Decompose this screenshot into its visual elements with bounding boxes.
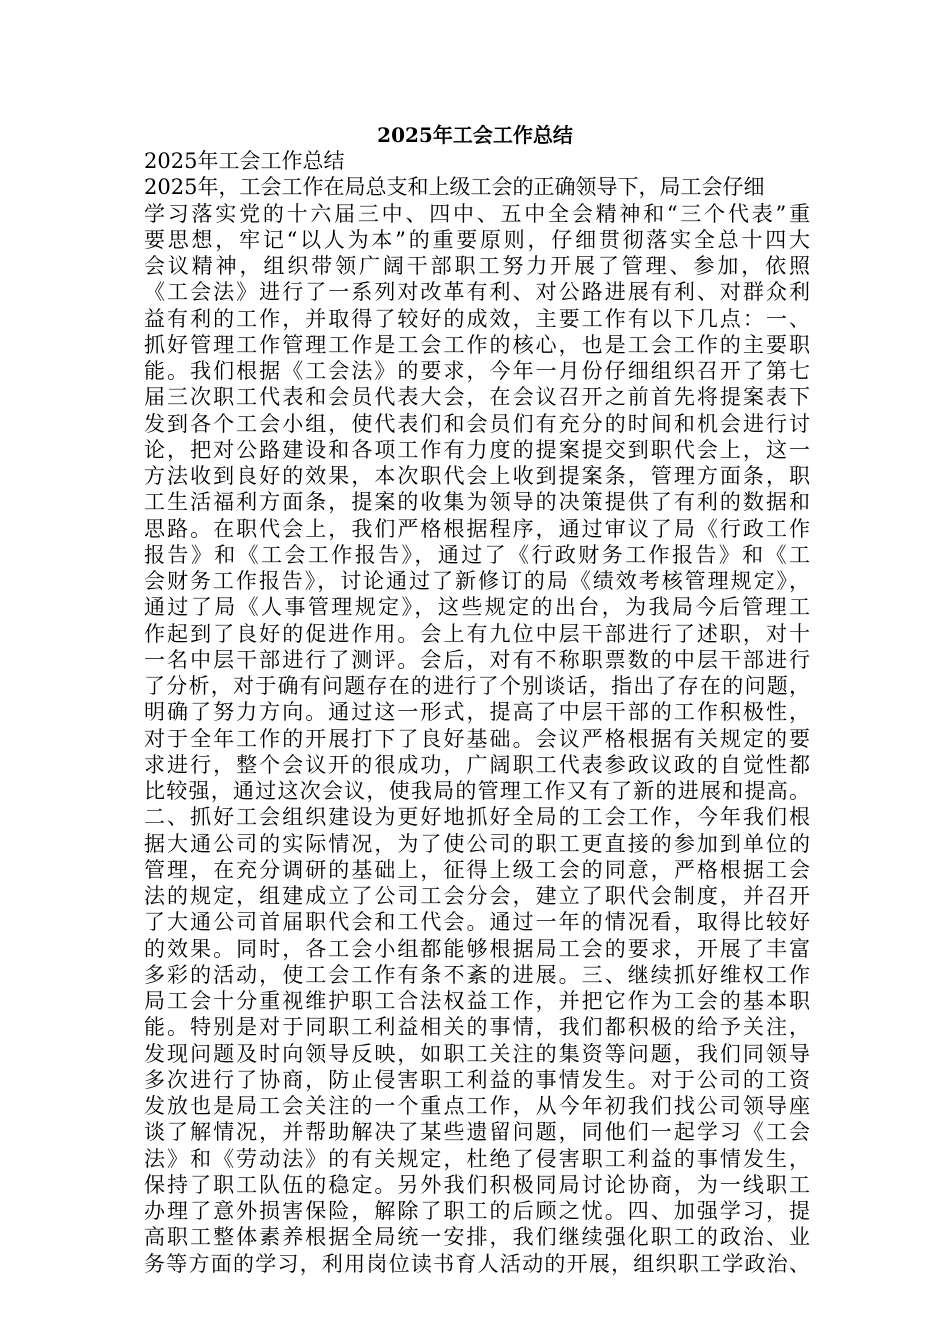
body-line: 报告》和《工会工作报告》，通过了《行政财务工作报告》和《工 [144, 542, 810, 567]
body-line: 发现问题及时向领导反映，如职工关注的集资等问题，我们同领导 [144, 1041, 810, 1066]
body-line: 了分析，对于确有问题存在的进行了个别谈话，指出了存在的问题， [144, 674, 810, 698]
body-line: 工生活福利方面条，提案的收集为领导的决策提供了有利的数据和 [144, 490, 810, 515]
body-line: 求进行，整个会议开的很成功，广阔职工代表参政议政的自觉性都 [144, 752, 810, 777]
body-line: 抓好管理工作管理工作是工会工作的核心，也是工会工作的主要职 [144, 332, 810, 357]
body-line: 多次进行了协商，防止侵害职工利益的事情发生。对于公司的工资 [144, 1067, 810, 1092]
body-line: 高职工整体素养根据全局统一安排，我们继续强化职工的政治、业 [144, 1225, 810, 1250]
body-line: 法的规定，组建成立了公司工会分会，建立了职代会制度，并召开 [144, 884, 810, 908]
body-line: 一名中层干部进行了测评。会后，对有不称职票数的中层干部进行 [144, 647, 810, 672]
body-line: 据大通公司的实际情况，为了使公司的职工更直接的参加到单位的 [144, 831, 810, 856]
body-line: 2025年工会工作总结 [144, 149, 345, 173]
body-line: 作起到了良好的促进作用。会上有九位中层干部进行了述职，对十 [144, 621, 810, 646]
body-line: 管理，在充分调研的基础上，征得上级工会的同意，严格根据工会 [144, 857, 810, 882]
body-line: 发到各个工会小组，使代表们和会员们有充分的时间和机会进行讨 [144, 411, 810, 436]
body-line: 届三次职工代表和会员代表大会，在会议召开之前首先将提案表下 [144, 385, 810, 410]
document-title: 2025年工会工作总结 [377, 123, 573, 147]
body-line: 要思想，牢记“以人为本”的重要原则，仔细贯彻落实全总十四大 [144, 227, 810, 252]
body-line: 发放也是局工会关注的一个重点工作，从今年初我们找公司领导座 [144, 1094, 810, 1118]
body-line: 会议精神，组织带领广阔干部职工努力开展了管理、参加，依照 [144, 254, 810, 278]
body-line: 法》和《劳动法》的有关规定，杜绝了侵害职工利益的事情发生， [144, 1146, 810, 1171]
body-line: 益有利的工作，并取得了较好的成效，主要工作有以下几点：一、 [144, 306, 810, 331]
body-line: 2025年，工会工作在局总支和上级工会的正确领导下，局工会仔细 [144, 175, 765, 200]
body-line: 务等方面的学习，利用岗位读书育人活动的开展，组织职工学政治、 [144, 1251, 810, 1276]
body-line: 会财务工作报告》，讨论通过了新修订的局《绩效考核管理规定》， [144, 569, 810, 593]
body-line: 二、抓好工会组织建设为更好地抓好全局的工会工作，今年我们根 [144, 805, 810, 830]
body-line: 能。特别是对于同职工利益相关的事情，我们都积极的给予关注， [144, 1015, 810, 1040]
body-line: 方法收到良好的效果，本次职代会上收到提案条，管理方面条，职 [144, 464, 810, 488]
body-line: 能。我们根据《工会法》的要求，今年一月份仔细组织召开了第七 [144, 359, 810, 383]
body-line: 论，把对公路建设和各项工作有力度的提案提交到职代会上，这一 [144, 437, 810, 462]
body-line: 比较强，通过这次会议，使我局的管理工作又有了新的进展和提高。 [144, 779, 810, 803]
body-line: 明确了努力方向。通过这一形式，提高了中层干部的工作积极性， [144, 700, 810, 725]
body-line: 通过了局《人事管理规定》，这些规定的出台，为我局今后管理工 [144, 595, 810, 620]
body-line: 的效果。同时，各工会小组都能够根据局工会的要求，开展了丰富 [144, 936, 810, 961]
document-body [144, 148, 810, 1277]
body-line: 学习落实党的十六届三中、四中、五中全会精神和“三个代表”重 [144, 201, 810, 226]
body-line: 思路。在职代会上，我们严格根据程序，通过审议了局《行政工作 [144, 516, 810, 541]
body-line: 多彩的活动，使工会工作有条不紊的进展。三、继续抓好维权工作 [144, 962, 810, 987]
body-line: 了大通公司首届职代会和工代会。通过一年的情况看，取得比较好 [144, 910, 810, 935]
body-line: 局工会十分重视维护职工合法权益工作，并把它作为工会的基本职 [144, 989, 810, 1013]
body-line: 对于全年工作的开展打下了良好基础。会议严格根据有关规定的要 [144, 726, 810, 751]
body-line: 《工会法》进行了一系列对改革有利、对公路进展有利、对群众利 [144, 280, 810, 305]
body-line: 保持了职工队伍的稳定。另外我们积极同局讨论协商，为一线职工 [144, 1172, 810, 1197]
body-line: 谈了解情况，并帮助解决了某些遗留问题，同他们一起学习《工会 [144, 1120, 810, 1145]
body-line: 办理了意外损害保险，解除了职工的后顾之忧。四、加强学习，提 [144, 1199, 810, 1223]
